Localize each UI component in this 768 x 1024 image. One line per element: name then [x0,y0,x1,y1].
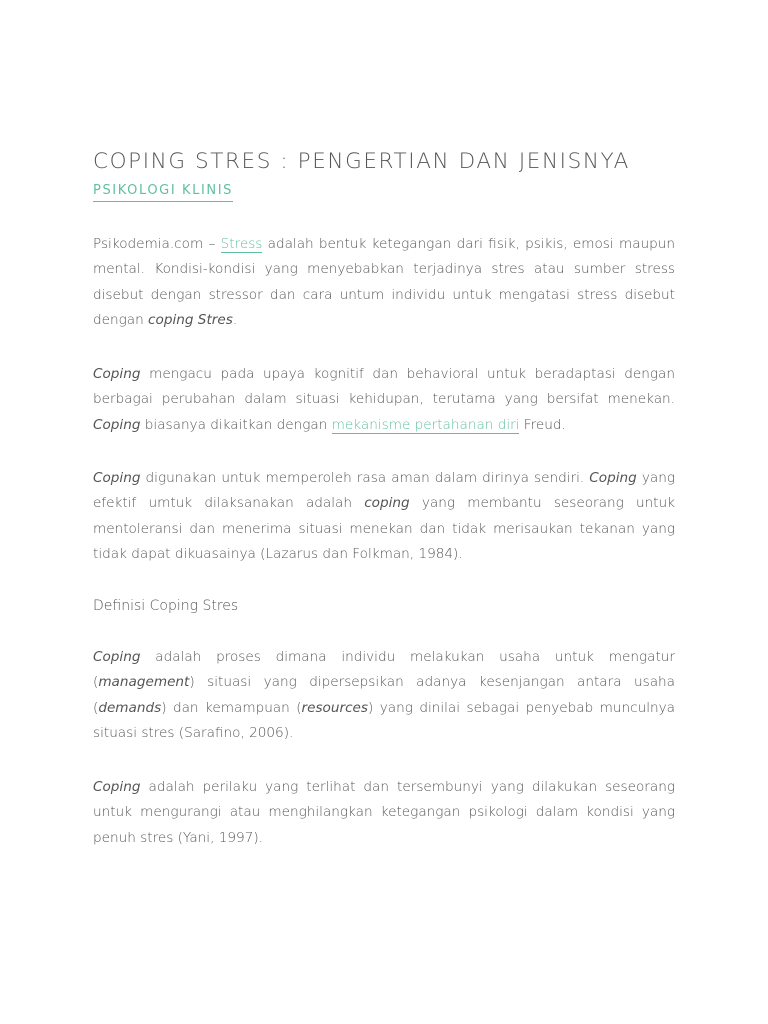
stress-link[interactable]: Stress [220,236,263,252]
paragraph-text: . [232,311,238,328]
emphasis-text: Coping [93,416,141,433]
emphasis-text: coping [364,495,410,512]
article [93,148,675,846]
emphasis-text: Coping [93,470,141,486]
emphasis-text: management [98,674,190,691]
paragraph-text: adalah perilaku yang terlihat dan tersembunyi yang dilakukan seseorang untuk mengurangi atau menghilangkan ketegangan psikologi dalam kondisi yang penuh stres (Yani, 1997). [93,779,675,846]
emphasis-text: Coping [93,779,141,795]
paragraph-coping-usage [93,466,675,567]
paragraph-text: biasanya dikaitkan dengan [140,416,332,433]
paragraph-text: mengacu pada upaya kognitif dan behavioral untuk beradaptasi dengan berbagai perubahan dalam situasi kehidupan, terutama yang bersifat menekan. [93,366,675,408]
paragraph-text: ) yang dinilai sebagai penyebab munculnya situasi stres (Sarafino, 2006). [93,699,675,741]
paragraph-text: yang efektif umtuk dilaksanakan adalah [93,470,675,512]
category-link[interactable]: PSIKOLOGI KLINIS [93,182,233,202]
emphasis-text: Coping [589,470,637,486]
emphasis-text: demands [98,699,162,716]
article-title: COPING STRES : PENGERTIAN DAN JENISNYA [93,149,630,174]
paragraph-text: digunakan untuk memperoleh rasa aman dalam dirinya sendiri. [140,470,590,486]
emphasis-text: coping Stres [148,311,233,328]
emphasis-text: Coping [93,366,141,382]
emphasis-text: resources [301,699,368,716]
paragraph-text: adalah bentuk ketegangan dari fisik, psikis, emosi maupun mental. Kondisi-kondisi yang menyebabkan terjadinya stres atau sumber stress disebut dengan stressor dan cara untum individu untuk mengatasi stress disebut dengan [93,236,675,328]
paragraph-text: ) situasi yang dipersepsikan adanya kesenjangan antara usaha ( [93,674,675,716]
paragraph-text: Freud. [519,416,566,433]
paragraph-intro [93,232,675,333]
source-text: Psikodemia.com – [93,236,221,252]
paragraph-definition-2 [93,775,675,851]
paragraph-text: adalah proses dimana individu melakukan usaha untuk mengatur ( [93,649,675,691]
section-heading: Definisi Coping Stres [93,598,239,614]
paragraph-coping-definition [93,362,675,438]
defense-mechanism-link[interactable]: mekanisme pertahanan diri [331,416,520,433]
paragraph-text: ) dan kemampuan ( [161,699,302,716]
paragraph-definition-1 [93,645,675,746]
paragraph-text: yang membantu seseorang untuk mentoleransi dan menerima situasi menekan dan tidak merisaukan tekanan yang tidak dapat dikuasainya (Lazarus dan Folkman, 1984). [93,495,675,562]
emphasis-text: Coping [93,649,141,665]
